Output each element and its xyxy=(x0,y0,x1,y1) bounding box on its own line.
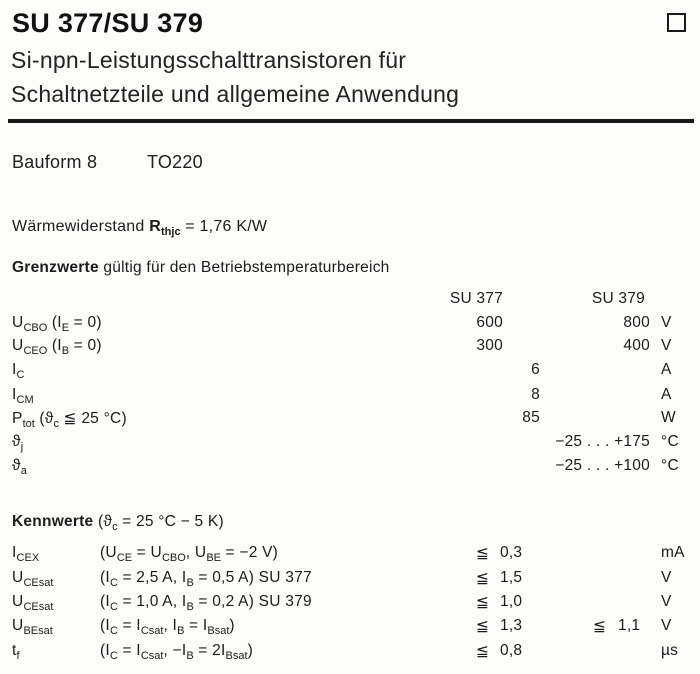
limit-value: 1,5 xyxy=(500,569,523,586)
page-subtitle xyxy=(11,43,459,111)
package-line xyxy=(0,152,700,174)
param-label: $U_{BEsat}$ xyxy=(12,617,53,638)
limits-heading-text: Grenzwerte gültig für den Betriebstemperaturbereich xyxy=(12,259,390,276)
value-common: 8 xyxy=(531,386,540,403)
thermal-resistance-text: Wärmewiderstand $R_{thjc} = 1,76$ K/W xyxy=(12,218,268,239)
char-row-icex xyxy=(0,544,700,567)
package-label: Bauform 8 xyxy=(12,152,98,172)
limits-column-header-row xyxy=(0,290,700,313)
unit-label: V xyxy=(661,337,672,354)
limits-row-theta-a xyxy=(0,457,700,480)
limit-sign: ≦ xyxy=(476,594,490,611)
unit-label: V xyxy=(661,314,672,331)
limits-row-ucbo xyxy=(0,314,700,337)
limits-row-uceo xyxy=(0,337,700,360)
column-header-su377: SU 377 xyxy=(449,290,503,307)
char-row-tf xyxy=(0,642,700,665)
test-condition: ($I_C = I_{Csat}$, $I_B = I_{Bsat}$) xyxy=(100,617,235,638)
page-title: SU 377/SU 379 xyxy=(12,8,204,38)
value-range: −25 . . . +175 xyxy=(555,433,650,450)
char-row-ucesat-379 xyxy=(0,593,700,616)
param-label: $I_{CM}$ xyxy=(12,386,34,407)
value-range: −25 . . . +100 xyxy=(555,457,650,474)
unit-label: W xyxy=(661,409,676,426)
unit-label: V xyxy=(661,569,672,586)
characteristics-section-heading xyxy=(0,513,700,535)
unit-label: V xyxy=(661,593,672,610)
limits-section-heading xyxy=(0,259,700,281)
param-label: $ϑ_a$ xyxy=(12,457,27,478)
param-label: $t_f$ xyxy=(12,642,20,663)
divider-rule xyxy=(8,119,694,123)
package-value: TO220 xyxy=(147,152,203,172)
limit-sign: ≦ xyxy=(476,643,490,660)
unit-label: A xyxy=(661,386,672,403)
column-header-su379: SU 379 xyxy=(591,290,645,307)
unit-label: °C xyxy=(661,457,679,474)
limit-value: 0,3 xyxy=(500,544,523,561)
param-label: $ϑ_j$ xyxy=(12,433,24,454)
param-label: $I_{CEX}$ xyxy=(12,544,40,565)
limit-sign: ≦ xyxy=(476,570,490,587)
test-condition: ($U_{CE} = U_{CBO}$, $U_{BE} = -2$ V) xyxy=(100,544,279,565)
test-condition: ($I_C = 1,0$ A, $I_B = 0,2$ A) SU 379 xyxy=(100,593,312,614)
limit-sign: ≦ xyxy=(476,545,490,562)
unit-label: µs xyxy=(661,642,679,659)
param-label: $U_{CEsat}$ xyxy=(12,569,54,590)
corner-marker-icon xyxy=(667,13,686,32)
limit-value: 1,0 xyxy=(500,593,523,610)
param-label: $U_{CEO}$ $(I_B = 0)$ xyxy=(12,337,102,358)
value-su379: 400 xyxy=(623,337,650,354)
value-common: 6 xyxy=(531,361,540,378)
characteristics-heading-text: Kennwerte ($ϑ_c = 25$ °C − 5 K) xyxy=(12,513,224,534)
char-row-ubesat xyxy=(0,617,700,640)
unit-label: °C xyxy=(661,433,679,450)
limits-row-theta-j xyxy=(0,433,700,456)
value-su377: 300 xyxy=(476,337,503,354)
limit-value-2: 1,1 xyxy=(618,617,641,634)
test-condition: ($I_C = 2,5$ A, $I_B = 0,5$ A) SU 377 xyxy=(100,569,312,590)
limit-sign-2: ≦ xyxy=(593,618,607,635)
param-label: $U_{CEsat}$ xyxy=(12,593,54,614)
unit-label: A xyxy=(661,361,672,378)
param-label: $P_{tot}$ ($ϑ_c$ ≦ 25 °C) xyxy=(12,410,127,431)
limit-value: 1,3 xyxy=(500,617,523,634)
thermal-resistance-line xyxy=(0,218,700,240)
unit-label: mA xyxy=(661,544,685,561)
limit-value: 0,8 xyxy=(500,642,523,659)
char-row-ucesat-377 xyxy=(0,569,700,592)
value-su379: 800 xyxy=(623,314,650,331)
subtitle-line-2: Schaltnetzteile und allgemeine Anwendung xyxy=(11,81,460,107)
unit-label: V xyxy=(661,617,672,634)
value-su377: 600 xyxy=(476,314,503,331)
limit-sign: ≦ xyxy=(476,618,490,635)
subtitle-line-1: Si-npn-Leistungsschalttransistoren für xyxy=(11,47,407,73)
param-label: $U_{CBO}$ $(I_E = 0)$ xyxy=(12,314,102,335)
limits-row-ptot xyxy=(0,409,700,432)
test-condition: ($I_C = I_{Csat}$, $-I_B = 2I_{Bsat}$) xyxy=(100,642,253,663)
param-label: $I_C$ xyxy=(12,361,25,382)
limits-row-ic xyxy=(0,361,700,384)
value-common: 85 xyxy=(522,409,540,426)
limits-row-icm xyxy=(0,386,700,409)
